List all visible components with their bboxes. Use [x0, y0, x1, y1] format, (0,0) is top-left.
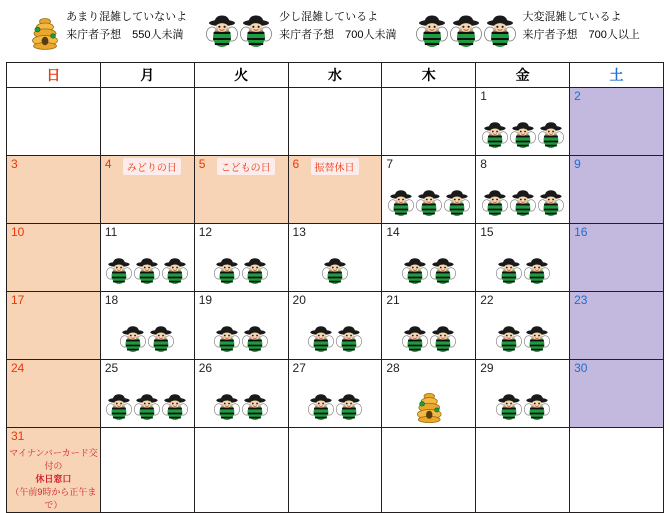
- congestion-icons: [101, 325, 194, 355]
- calendar-day-cell[interactable]: [570, 156, 664, 224]
- calendar-empty-cell: [7, 88, 101, 156]
- day-number: [382, 428, 475, 443]
- congestion-icons: [195, 257, 288, 287]
- calendar-week-row: [7, 88, 664, 156]
- day-number: 3: [11, 157, 18, 171]
- congestion-icons: [476, 325, 569, 355]
- bee-icon: [429, 325, 457, 355]
- bee-icon: [443, 189, 471, 219]
- bee-icon: [537, 189, 565, 219]
- bee-icon: [335, 393, 363, 423]
- calendar-day-cell[interactable]: [288, 360, 382, 428]
- day-number: [289, 428, 382, 443]
- bee-icon: [213, 257, 241, 287]
- bee-icon: [483, 14, 517, 50]
- day-number: 16: [574, 225, 588, 239]
- calendar-day-cell[interactable]: [194, 224, 288, 292]
- day-number: 21: [386, 293, 400, 307]
- calendar-day-cell[interactable]: [100, 156, 194, 224]
- bee-icon: [481, 189, 509, 219]
- congestion-icons: [382, 391, 475, 423]
- calendar-empty-cell: [382, 428, 476, 513]
- bee-icon: [307, 325, 335, 355]
- bee-icon: [449, 14, 483, 50]
- day-number: [570, 428, 663, 443]
- day-number: [289, 88, 382, 103]
- congestion-icons: [289, 393, 382, 423]
- day-number: 26: [198, 361, 213, 375]
- holiday-label: 振替休日: [311, 158, 359, 175]
- day-number: [476, 428, 569, 443]
- bee-icon: [401, 325, 429, 355]
- day-number: 19: [198, 293, 213, 307]
- bee-icon: [481, 121, 509, 151]
- service-note-line: 休日窓口: [35, 474, 72, 485]
- calendar-week-row: [7, 224, 664, 292]
- day-number: 18: [104, 293, 119, 307]
- congestion-icons: [289, 257, 382, 287]
- congestion-icons: [289, 325, 382, 355]
- calendar-day-cell[interactable]: [476, 360, 570, 428]
- congestion-icons: [476, 121, 569, 151]
- calendar-day-cell[interactable]: [570, 292, 664, 360]
- calendar-empty-cell: [288, 88, 382, 156]
- bee-icon: [205, 14, 239, 50]
- bee-icon: [105, 257, 133, 287]
- bee-icon: [387, 189, 415, 219]
- day-number: [101, 88, 194, 103]
- calendar-day-cell[interactable]: [570, 224, 664, 292]
- calendar-day-cell[interactable]: [382, 292, 476, 360]
- bee-icon: [133, 393, 161, 423]
- legend-text: [279, 8, 396, 43]
- legend-line2: 来庁者予想 550人未満: [66, 28, 184, 41]
- calendar-week-row: [7, 428, 664, 513]
- service-note-line: （午前9時から正午まで）: [10, 487, 97, 511]
- beehive-icon: [415, 391, 444, 423]
- calendar-day-cell[interactable]: [100, 360, 194, 428]
- legend-item: [205, 8, 396, 50]
- calendar-week-row: [7, 360, 664, 428]
- calendar-day-cell[interactable]: [476, 156, 570, 224]
- weekday-header-fri: 金: [476, 63, 570, 88]
- day-number: 23: [574, 293, 588, 307]
- day-number: 6: [292, 157, 300, 171]
- bee-icon: [241, 393, 269, 423]
- congestion-icons: [382, 257, 475, 287]
- legend-line1: あまり混雑していないよ: [66, 11, 188, 23]
- weekday-header-wed: 水: [288, 63, 382, 88]
- day-number: 4: [104, 157, 112, 171]
- bee-icon: [495, 325, 523, 355]
- bee-icon: [495, 257, 523, 287]
- legend: [0, 0, 670, 62]
- day-number: [382, 88, 475, 103]
- calendar-day-cell[interactable]: [194, 360, 288, 428]
- calendar-day-cell[interactable]: [7, 428, 101, 513]
- congestion-icons: [476, 257, 569, 287]
- day-number: 31: [11, 429, 25, 443]
- day-number: 22: [480, 293, 494, 307]
- bee-icon: [335, 325, 363, 355]
- day-number: 10: [11, 225, 25, 239]
- bee-icon: [241, 257, 269, 287]
- legend-icons: [30, 8, 60, 50]
- day-number: 11: [104, 225, 118, 239]
- legend-icons: [415, 8, 517, 50]
- bee-icon: [133, 257, 161, 287]
- weekday-header-mon: 月: [100, 63, 194, 88]
- bee-icon: [105, 393, 133, 423]
- calendar-body: [7, 88, 664, 513]
- congestion-calendar: [6, 62, 664, 513]
- calendar-week-row: [7, 156, 664, 224]
- legend-text: [523, 8, 640, 43]
- bee-icon: [119, 325, 147, 355]
- bee-icon: [307, 393, 335, 423]
- legend-text: [66, 8, 187, 43]
- weekday-header-row: [7, 63, 664, 88]
- calendar-day-cell[interactable]: [382, 156, 476, 224]
- day-number: [195, 428, 288, 443]
- legend-item: [415, 8, 640, 50]
- legend-item: [30, 8, 187, 50]
- day-number: [101, 428, 194, 443]
- congestion-icons: [476, 393, 569, 423]
- calendar-day-cell[interactable]: [7, 292, 101, 360]
- bee-icon: [537, 121, 565, 151]
- holiday-label: みどりの日: [123, 158, 181, 175]
- calendar-empty-cell: [100, 88, 194, 156]
- congestion-icons: [195, 393, 288, 423]
- day-number: 28: [386, 361, 400, 375]
- calendar-empty-cell: [476, 428, 570, 513]
- congestion-icons: [382, 325, 475, 355]
- weekday-header-thu: 木: [382, 63, 476, 88]
- calendar-day-cell[interactable]: [288, 156, 382, 224]
- calendar-empty-cell: [194, 88, 288, 156]
- calendar-day-cell[interactable]: [7, 360, 101, 428]
- bee-icon: [161, 257, 189, 287]
- day-number: 15: [480, 225, 494, 239]
- day-number: 25: [104, 361, 119, 375]
- bee-icon: [523, 393, 551, 423]
- calendar-day-cell[interactable]: [7, 156, 101, 224]
- calendar-day-cell[interactable]: [382, 360, 476, 428]
- calendar-day-cell[interactable]: [570, 88, 664, 156]
- day-number: [195, 88, 288, 103]
- calendar-empty-cell: [382, 88, 476, 156]
- bee-icon: [241, 325, 269, 355]
- calendar-day-cell[interactable]: [194, 292, 288, 360]
- holiday-label: こどもの日: [217, 158, 275, 175]
- day-number: 9: [574, 157, 581, 171]
- bee-icon: [213, 393, 241, 423]
- day-number: 17: [11, 293, 25, 307]
- calendar-empty-cell: [570, 428, 664, 513]
- calendar-day-cell[interactable]: [100, 224, 194, 292]
- calendar-week-row: [7, 292, 664, 360]
- bee-icon: [161, 393, 189, 423]
- day-number: 24: [11, 361, 25, 375]
- legend-icons: [205, 8, 273, 50]
- day-number: [7, 88, 100, 103]
- bee-icon: [321, 257, 349, 287]
- service-note-line: マイナンバーカード交付の: [9, 448, 98, 472]
- calendar-day-cell[interactable]: [194, 156, 288, 224]
- calendar-day-cell[interactable]: [476, 292, 570, 360]
- calendar-day-cell[interactable]: [476, 88, 570, 156]
- bee-icon: [523, 257, 551, 287]
- congestion-icons: [382, 189, 475, 219]
- bee-icon: [429, 257, 457, 287]
- service-note: [7, 443, 100, 512]
- calendar-day-cell[interactable]: [570, 360, 664, 428]
- bee-icon: [147, 325, 175, 355]
- bee-icon: [523, 325, 551, 355]
- legend-line2: 来庁者予想 700人以上: [522, 28, 640, 41]
- calendar-day-cell[interactable]: [288, 292, 382, 360]
- beehive-icon: [30, 16, 60, 50]
- day-number: 14: [386, 225, 400, 239]
- calendar-empty-cell: [288, 428, 382, 513]
- day-number: 30: [574, 361, 588, 375]
- day-number: 7: [386, 157, 394, 171]
- congestion-icons: [195, 325, 288, 355]
- calendar-day-cell[interactable]: [288, 224, 382, 292]
- day-number: 8: [480, 157, 487, 171]
- day-number: 20: [292, 293, 306, 307]
- legend-line1: 少し混雑しているよ: [279, 11, 379, 23]
- bee-icon: [495, 393, 523, 423]
- bee-icon: [509, 189, 537, 219]
- legend-line2: 来庁者予想 700人未満: [279, 28, 397, 41]
- day-number: 13: [292, 225, 306, 239]
- bee-icon: [239, 14, 273, 50]
- bee-icon: [415, 14, 449, 50]
- congestion-icons: [101, 257, 194, 287]
- bee-icon: [415, 189, 443, 219]
- calendar-empty-cell: [194, 428, 288, 513]
- calendar-empty-cell: [100, 428, 194, 513]
- congestion-icons: [101, 393, 194, 423]
- bee-icon: [509, 121, 537, 151]
- day-number: 1: [480, 89, 487, 103]
- day-number: 29: [480, 361, 494, 375]
- day-number: 12: [198, 225, 213, 239]
- weekday-header-sat: 土: [570, 63, 664, 88]
- weekday-header-sun: 日: [7, 63, 101, 88]
- calendar-day-cell[interactable]: [100, 292, 194, 360]
- day-number: 5: [198, 157, 206, 171]
- bee-icon: [213, 325, 241, 355]
- bee-icon: [401, 257, 429, 287]
- day-number: 27: [292, 361, 306, 375]
- calendar-day-cell[interactable]: [382, 224, 476, 292]
- legend-line1: 大変混雑しているよ: [522, 11, 622, 23]
- congestion-icons: [476, 189, 569, 219]
- day-number: 2: [574, 89, 581, 103]
- calendar-day-cell[interactable]: [476, 224, 570, 292]
- calendar-day-cell[interactable]: [7, 224, 101, 292]
- weekday-header-tue: 火: [194, 63, 288, 88]
